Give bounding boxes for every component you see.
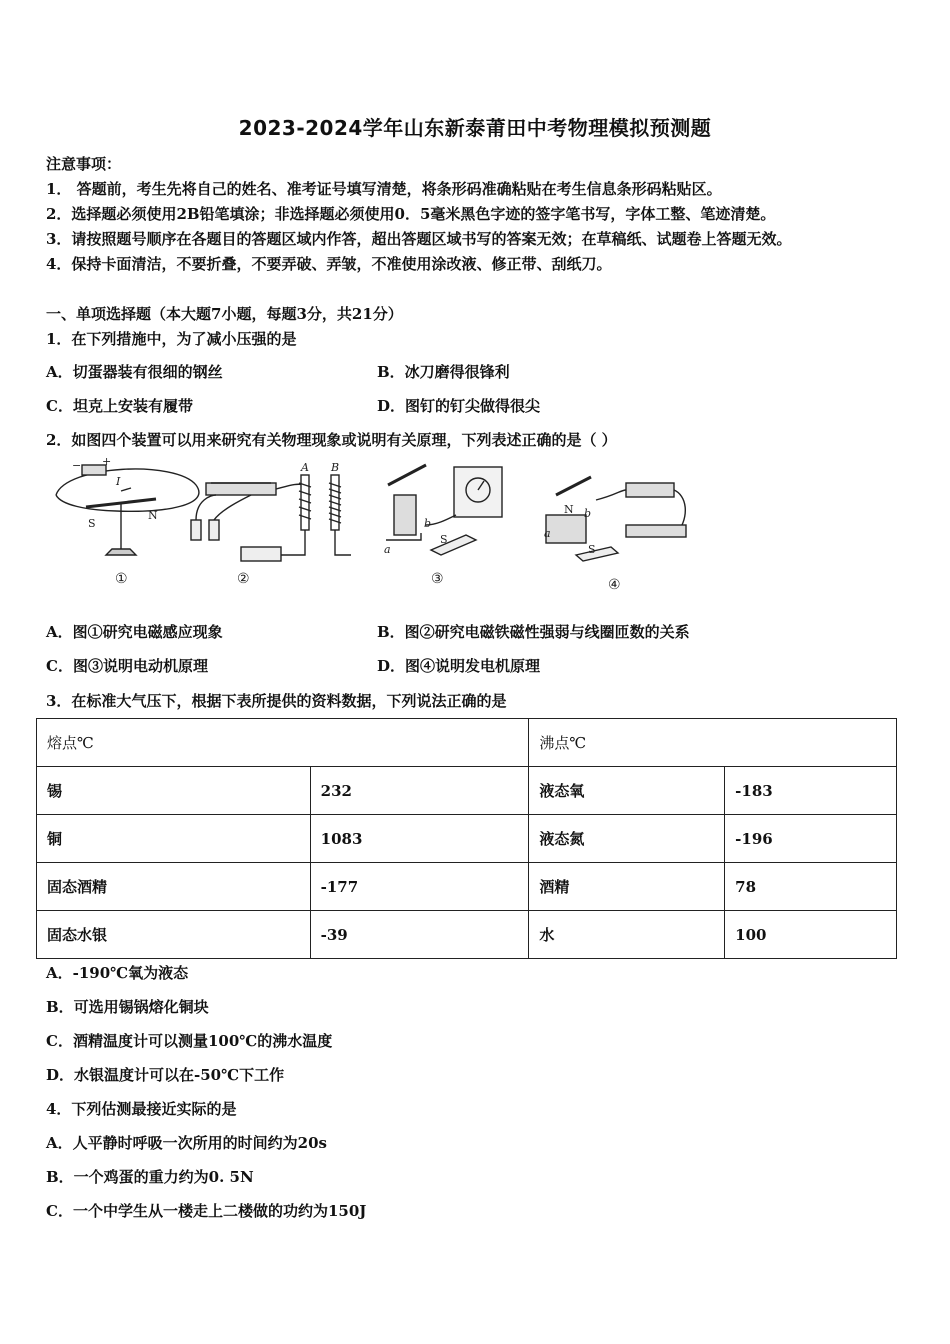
fig3-label-a: a bbox=[384, 543, 391, 556]
table-cell: -39 bbox=[310, 911, 529, 959]
fig3-label-b: b bbox=[424, 517, 432, 530]
q2-option-d[interactable]: D．图④说明发电机原理 bbox=[377, 657, 541, 675]
fig4-north: N bbox=[564, 503, 574, 516]
q2-stem: 2．如图四个装置可以用来研究有关物理现象或说明有关原理，下列表述正确的是（ ） bbox=[46, 431, 617, 449]
table-cell: 铜 bbox=[37, 815, 311, 863]
notice-item-3: 3．请按照题号顺序在各题目的答题区域内作答，超出答题区域书写的答案无效；在草稿纸、试题卷上答题无效。 bbox=[46, 230, 792, 248]
table-cell: 固态酒精 bbox=[37, 863, 311, 911]
section-heading: 一、单项选择题（本大题7小题，每题3分，共21分） bbox=[46, 305, 403, 323]
q1-option-d[interactable]: D．图钉的钉尖做得很尖 bbox=[377, 397, 541, 415]
table-cell: 固态水银 bbox=[37, 911, 311, 959]
table-header-row bbox=[37, 719, 897, 767]
fig4-label-a: a bbox=[544, 527, 551, 540]
fig1-current: I bbox=[116, 475, 121, 488]
q4-option-c[interactable]: C．一个中学生从一楼走上二楼做的功约为150J bbox=[46, 1202, 367, 1220]
table-cell: 78 bbox=[725, 863, 897, 911]
figure-label-2: ② bbox=[237, 571, 250, 587]
q2-option-c[interactable]: C．图③说明电动机原理 bbox=[46, 657, 208, 675]
fig1-north: N bbox=[148, 509, 158, 522]
table-cell: 1083 bbox=[310, 815, 529, 863]
table-cell: 液态氧 bbox=[529, 767, 725, 815]
q1-option-c[interactable]: C．坦克上安装有履带 bbox=[46, 397, 193, 415]
notice-item-2: 2．选择题必须使用2B铅笔填涂；非选择题必须使用0．5毫米黑色字迹的签字笔书写，字体工整、笔迹清楚。 bbox=[46, 205, 776, 223]
table-row bbox=[37, 911, 897, 959]
fig2-label-b: B bbox=[331, 461, 340, 474]
q3-option-d[interactable]: D．水银温度计可以在-50℃下工作 bbox=[46, 1066, 285, 1084]
table-cell: 锡 bbox=[37, 767, 311, 815]
fig1-minus: − bbox=[72, 459, 82, 472]
table-row bbox=[37, 767, 897, 815]
fig1-plus: + bbox=[102, 455, 112, 468]
figure-3-motor bbox=[384, 465, 502, 587]
q1-option-b[interactable]: B．冰刀磨得很锋利 bbox=[377, 363, 510, 381]
table-cell: 酒精 bbox=[529, 863, 725, 911]
q3-option-c[interactable]: C．酒精温度计可以测量100℃的沸水温度 bbox=[46, 1032, 333, 1050]
q4-option-a[interactable]: A．人平静时呼吸一次所用的时间约为20s bbox=[46, 1134, 327, 1152]
fig4-label-b: b bbox=[584, 507, 592, 520]
figure-2-electromagnets bbox=[191, 461, 351, 587]
fig1-south: S bbox=[88, 517, 96, 530]
page-title: 2023-2024学年山东新泰莆田中考物理模拟预测题 bbox=[238, 116, 712, 140]
q3-stem: 3．在标准大气压下，根据下表所提供的资料数据，下列说法正确的是 bbox=[46, 692, 507, 710]
table-cell: -183 bbox=[725, 767, 897, 815]
q1-stem: 1．在下列措施中，为了减小压强的是 bbox=[46, 330, 297, 348]
header-melting-point: 熔点℃ bbox=[37, 719, 529, 767]
fig4-switch-s: S bbox=[588, 543, 596, 556]
q4-stem: 4．下列估测最接近实际的是 bbox=[46, 1100, 237, 1118]
figure-label-4: ④ bbox=[608, 577, 621, 593]
notice-item-1: 1． 答题前，考生先将自己的姓名、准考证号填写清楚，将条形码准确粘贴在考生信息条形码粘贴区。 bbox=[46, 180, 722, 198]
q2-option-b[interactable]: B．图②研究电磁铁磁性强弱与线圈匝数的关系 bbox=[377, 623, 690, 641]
table-cell: 水 bbox=[529, 911, 725, 959]
table-cell: -196 bbox=[725, 815, 897, 863]
notice-item-4: 4．保持卡面清洁，不要折叠，不要弄破、弄皱，不准使用涂改液、修正带、刮纸刀。 bbox=[46, 255, 612, 273]
q3-data-table bbox=[36, 718, 897, 959]
table-row bbox=[37, 815, 897, 863]
q3-option-a[interactable]: A．-190℃氧为液态 bbox=[46, 964, 189, 982]
figure-label-3: ③ bbox=[431, 571, 444, 587]
q3-option-b[interactable]: B．可选用锡锅熔化铜块 bbox=[46, 998, 209, 1016]
figure-4-generator bbox=[544, 477, 686, 593]
table-cell: 232 bbox=[310, 767, 529, 815]
figure-label-1: ① bbox=[115, 571, 128, 587]
q4-option-b[interactable]: B．一个鸡蛋的重力约为0. 5N bbox=[46, 1168, 254, 1186]
fig3-switch-s: S bbox=[440, 533, 448, 546]
table-cell: 100 bbox=[725, 911, 897, 959]
q1-option-a[interactable]: A．切蛋器装有很细的钢丝 bbox=[46, 363, 223, 381]
figure-1-oersted bbox=[56, 455, 199, 587]
table-cell: 液态氮 bbox=[529, 815, 725, 863]
q2-figure bbox=[46, 455, 706, 595]
header-boiling-point: 沸点℃ bbox=[529, 719, 897, 767]
fig2-label-a: A bbox=[301, 461, 309, 474]
notice-heading: 注意事项： bbox=[46, 155, 122, 173]
table-row bbox=[37, 863, 897, 911]
table-cell: -177 bbox=[310, 863, 529, 911]
q2-option-a[interactable]: A．图①研究电磁感应现象 bbox=[46, 623, 223, 641]
